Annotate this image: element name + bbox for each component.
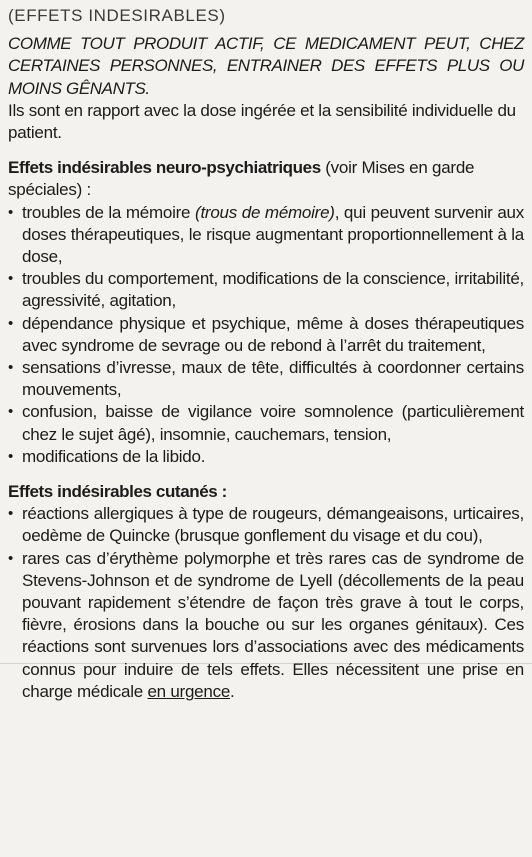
list-item xyxy=(8,446,524,468)
neuro-heading-rest: (voir Mises en garde spéciales) : xyxy=(8,158,475,200)
neuro-list xyxy=(8,202,524,468)
item-underlined-text: en urgence xyxy=(147,681,231,701)
cutaneous-list xyxy=(8,503,524,703)
section-title: (EFFETS INDESIRABLES) xyxy=(8,6,226,25)
bullet-icon: • xyxy=(8,359,14,377)
bullet-icon: • xyxy=(8,549,14,567)
list-item xyxy=(8,202,524,269)
item-text: sensations d’ivresse, maux de tête, difficultés à coordonner certains mouvements, xyxy=(22,358,524,400)
intro-paragraph: Ils sont en rapport avec la dose ingérée et la sensibilité individuelle du patient. xyxy=(8,100,516,143)
cutaneous-section xyxy=(8,481,524,703)
item-text-continued: , qui peuvent survenir aux doses thérapeutiques, le risque augmentant proportionnellement à la dose, xyxy=(22,202,525,267)
list-item xyxy=(8,401,524,445)
item-text: confusion, baisse de vigilance voire somnolence (particulièrement chez le sujet âgé), insomnie, cauchemars, tension, xyxy=(22,402,524,444)
cutaneous-heading-bold: Effets indésirables cutanés : xyxy=(8,482,227,502)
list-item xyxy=(8,357,524,401)
bullet-icon: • xyxy=(8,403,14,421)
bullet-icon: • xyxy=(8,314,14,332)
neuro-heading xyxy=(8,157,524,201)
item-text: troubles du comportement, modifications de la conscience, irritabilité, agressivité, agitation, xyxy=(22,269,524,311)
warning-caps-paragraph: COMME TOUT PRODUIT ACTIF, CE MEDICAMENT PEUT, CHEZ CERTAINES PERSONNES, ENTRAINER DES EFFETS PLUS OU MOINS GÊNANTS. xyxy=(8,34,524,98)
neuro-heading-bold: Effets indésirables neuro-psychiatriques xyxy=(8,158,321,178)
item-text: rares cas d’érythème polymorphe et très rares cas de syndrome de Stevens-Johnson et de syndrome de Lyell (décollements de la peau pouvant rapidement s’étendre de façon très grave à tout le corps, fièvre, érosions dans la bouche ou sur les organes génitaux). Ces réactions sont survenues lors d’associations avec des médicaments connus pour induire de tels effets. Elles nécessitent une prise en charge médicale xyxy=(22,548,524,701)
bullet-icon: • xyxy=(8,270,14,288)
list-item xyxy=(8,503,524,547)
item-text: troubles de la mémoire xyxy=(22,202,196,222)
item-italic-text: (trous de mémoire) xyxy=(195,202,335,222)
list-item xyxy=(8,548,524,703)
item-text: dépendance physique et psychique, même à doses thérapeutiques avec syndrome de sevrage ou de rebond à l’arrêt du traitement, xyxy=(22,313,524,355)
item-text: réactions allergiques à type de rougeurs, démangeaisons, urticaires, oedème de Quincke (brusque gonflement du visage et du cou), xyxy=(22,504,524,546)
document-page xyxy=(8,5,524,703)
cutaneous-heading xyxy=(8,481,524,503)
item-text: modifications de la libido. xyxy=(22,446,206,466)
bullet-icon: • xyxy=(8,203,14,221)
list-item xyxy=(8,268,524,312)
item-text-end: . xyxy=(230,681,235,701)
bullet-icon: • xyxy=(8,505,14,523)
list-item xyxy=(8,313,524,357)
bullet-icon: • xyxy=(8,447,14,465)
neuro-section xyxy=(8,157,524,468)
